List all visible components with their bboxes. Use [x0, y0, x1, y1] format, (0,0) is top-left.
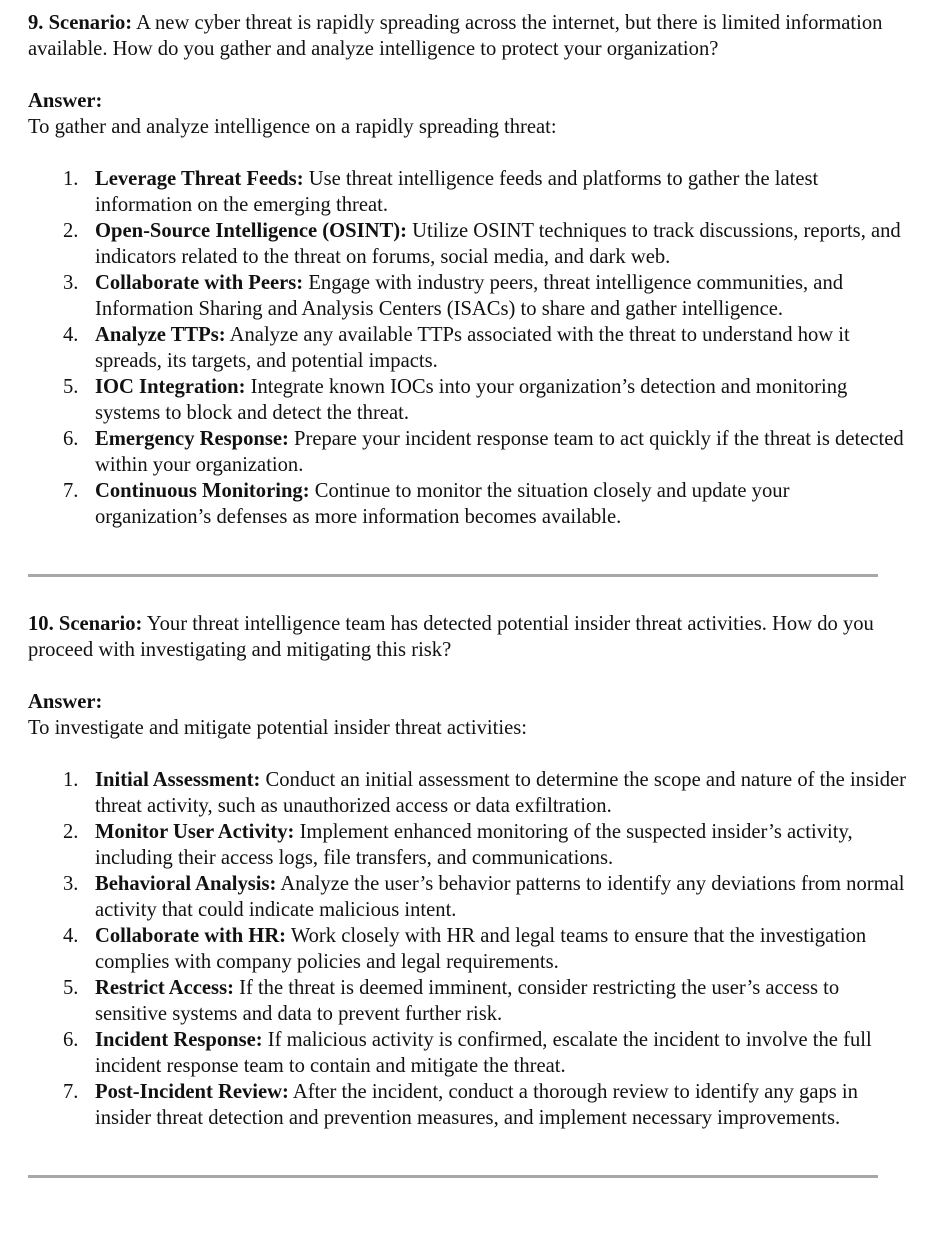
- answer-heading: Answer:: [28, 691, 103, 713]
- list-item-title: Behavioral Analysis:: [95, 873, 277, 895]
- list-item-text: Work closely with HR and legal teams to ensure that the investigation complies with company policies and legal requirements.: [95, 925, 867, 973]
- list-item-title: Open-Source Intelligence (OSINT):: [95, 220, 407, 242]
- list-item-text: Implement enhanced monitoring of the suspected insider’s activity, including their access logs, file transfers, and communications.: [95, 821, 853, 869]
- answer-list: [28, 166, 908, 530]
- list-number: 3.: [63, 272, 79, 294]
- scenario-section-9: [28, 10, 908, 530]
- list-item: [63, 322, 908, 374]
- scenario-section-10: [28, 611, 908, 1131]
- list-item-text: Integrate known IOCs into your organization’s detection and monitoring systems to block and detect the threat.: [95, 376, 848, 424]
- list-item-title: Analyze TTPs:: [95, 324, 226, 346]
- list-item: [63, 218, 908, 270]
- document-page: [28, 10, 908, 1178]
- scenario-label: 10. Scenario:: [28, 613, 143, 635]
- horizontal-divider: [28, 574, 878, 577]
- answer-list: [28, 767, 908, 1131]
- list-item-text: Use threat intelligence feeds and platforms to gather the latest information on the emerging threat.: [95, 168, 819, 216]
- list-number: 6.: [63, 1029, 79, 1051]
- scenario-question: [28, 10, 908, 62]
- list-item: [63, 374, 908, 426]
- list-item: [63, 975, 908, 1027]
- list-item-text: Analyze the user’s behavior patterns to identify any deviations from normal activity that could indicate malicious intent.: [95, 873, 905, 921]
- list-item-text: Conduct an initial assessment to determine the scope and nature of the insider threat activity, such as unauthorized access or data exfiltration.: [95, 769, 907, 817]
- list-item-title: Collaborate with Peers:: [95, 272, 304, 294]
- list-item-title: Leverage Threat Feeds:: [95, 168, 304, 190]
- list-item-text: If malicious activity is confirmed, escalate the incident to involve the full incident response team to contain and mitigate the threat.: [95, 1029, 872, 1077]
- list-item-title: Initial Assessment:: [95, 769, 261, 791]
- horizontal-divider: [28, 1175, 878, 1178]
- answer-intro: To gather and analyze intelligence on a rapidly spreading threat:: [28, 116, 557, 138]
- list-item-title: Monitor User Activity:: [95, 821, 295, 843]
- list-item: [63, 1027, 908, 1079]
- list-item-title: Restrict Access:: [95, 977, 234, 999]
- list-number: 5.: [63, 977, 79, 999]
- list-number: 4.: [63, 324, 79, 346]
- scenario-text: Your threat intelligence team has detected potential insider threat activities. How do you proceed with investigating and mitigating this risk?: [28, 613, 874, 661]
- list-item-title: Post-Incident Review:: [95, 1081, 289, 1103]
- list-item: [63, 270, 908, 322]
- list-number: 5.: [63, 376, 79, 398]
- list-item: [63, 426, 908, 478]
- list-item: [63, 923, 908, 975]
- list-item-text: Utilize OSINT techniques to track discussions, reports, and indicators related to the threat on forums, social media, and dark web.: [95, 220, 901, 268]
- scenario-label: 9. Scenario:: [28, 12, 133, 34]
- list-item-text: Analyze any available TTPs associated with the threat to understand how it spreads, its targets, and potential impacts.: [95, 324, 850, 372]
- list-item-text: Engage with industry peers, threat intelligence communities, and Information Sharing and Analysis Centers (ISACs) to share and gather intelligence.: [95, 272, 844, 320]
- list-number: 7.: [63, 480, 79, 502]
- scenario-text: A new cyber threat is rapidly spreading across the internet, but there is limited information available. How do you gather and analyze intelligence to protect your organization?: [28, 12, 883, 60]
- list-number: 3.: [63, 873, 79, 895]
- list-item: [63, 478, 908, 530]
- list-item-text: If the threat is deemed imminent, consider restricting the user’s access to sensitive systems and data to prevent further risk.: [95, 977, 840, 1025]
- list-number: 2.: [63, 220, 79, 242]
- list-number: 2.: [63, 821, 79, 843]
- list-number: 6.: [63, 428, 79, 450]
- answer-heading: Answer:: [28, 90, 103, 112]
- list-item-text: After the incident, conduct a thorough review to identify any gaps in insider threat detection and prevention measures, and implement necessary improvements.: [95, 1081, 858, 1129]
- list-item: [63, 1079, 908, 1131]
- list-item-title: Incident Response:: [95, 1029, 263, 1051]
- list-item: [63, 819, 908, 871]
- list-number: 7.: [63, 1081, 79, 1103]
- list-number: 1.: [63, 168, 79, 190]
- list-item-title: IOC Integration:: [95, 376, 246, 398]
- scenario-question: [28, 611, 908, 663]
- list-item: [63, 767, 908, 819]
- list-item-title: Emergency Response:: [95, 428, 289, 450]
- list-number: 1.: [63, 769, 79, 791]
- list-item-text: Continue to monitor the situation closely and update your organization’s defenses as more information becomes available.: [95, 480, 790, 528]
- list-item: [63, 871, 908, 923]
- list-number: 4.: [63, 925, 79, 947]
- list-item-text: Prepare your incident response team to act quickly if the threat is detected within your organization.: [95, 428, 904, 476]
- answer-intro: To investigate and mitigate potential insider threat activities:: [28, 717, 527, 739]
- list-item-title: Collaborate with HR:: [95, 925, 287, 947]
- list-item: [63, 166, 908, 218]
- list-item-title: Continuous Monitoring:: [95, 480, 310, 502]
